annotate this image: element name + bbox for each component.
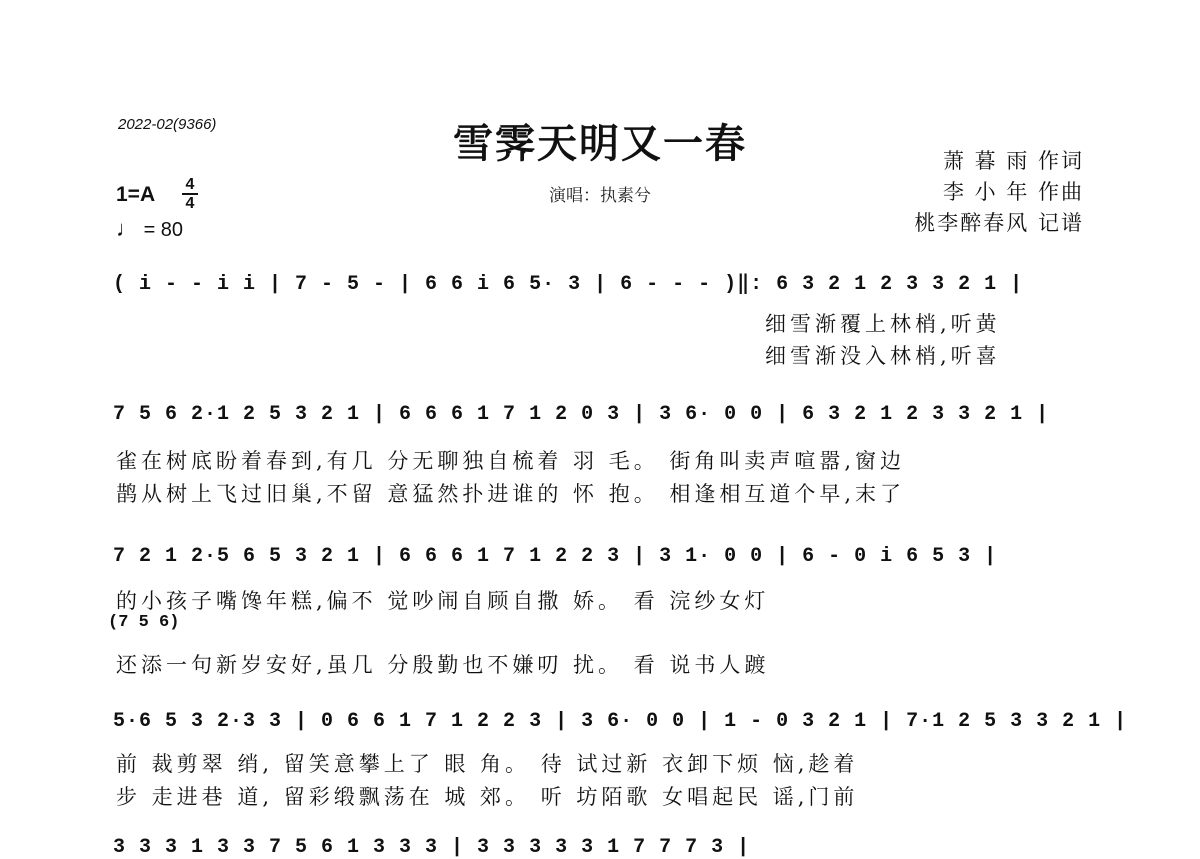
lyric-verse-1: 前 裁剪翠 绡, 留笑意攀上了 眼 角。 待 试过新 衣卸下烦 恼,趁着	[116, 752, 859, 776]
lyric-verse-2: 细雪渐没入林梢,听喜	[765, 344, 1001, 368]
time-signature-bottom: 4	[185, 195, 195, 212]
notation-line: 7 5 6 2·1 2 5 3 2 1 | 6 6 6 1 7 1 2 0 3 | 3 6· 0 0 | 6 3 2 1 2 3 3 2 1 |	[113, 403, 1050, 426]
singer-credit: 演唱：执素兮	[549, 186, 651, 206]
notation-line: 5·6 5 3 2·3 3 | 0 6 6 1 7 1 2 2 3 | 3 6· 0 0 | 1 - 0 3 2 1 | 7·1 2 5 3 3 2 1 |	[113, 710, 1128, 733]
tempo-marking	[116, 216, 183, 242]
notation-line: ( i - - i i | 7 - 5 - | 6 6 i 6 5· 3 | 6 - - - )‖: 6 3 2 1 2 3 3 2 1 |	[113, 273, 1024, 296]
lyric-verse-2: 鹊从树上飞过旧巢,不留 意猛然扑进谁的 怀 抱。 相逢相互道个早,末了	[116, 482, 906, 506]
time-signature	[182, 177, 198, 211]
lyric-verse-2: 还添一句新岁安好,虽几 分殷勤也不嫌叨 扰。 看 说书人踱	[116, 653, 770, 677]
lyric-verse-1: 的小孩子嘴馋年糕,偏不 觉吵闹自顾自撒 娇。 看 浣纱女灯	[116, 589, 770, 613]
catalog-number: 2022-02(9366)	[118, 116, 217, 133]
alternate-notes: (7 5 6)	[108, 613, 180, 632]
lyric-verse-1: 细雪渐覆上林梢,听黄	[765, 312, 1001, 336]
credits-block	[914, 146, 1084, 239]
transcriber-credit: 桃李醉春风 记谱	[914, 211, 1084, 235]
lyricist-credit: 萧 暮 雨 作词	[942, 149, 1084, 173]
lyric-verse-1: 雀在树底盼着春到,有几 分无聊独自梳着 羽 毛。 街角叫卖声喧嚣,窗边	[116, 449, 906, 473]
song-title: 雪霁天明又一春	[453, 120, 747, 167]
notation-line: 3 3 3 1 3 3 7 5 6 1 3 3 3 | 3 3 3 3 3 1 7 7 7 3 |	[113, 836, 751, 859]
time-signature-top: 4	[185, 176, 195, 193]
tempo-value: = 80	[143, 219, 184, 241]
notation-line: 7 2 1 2·5 6 5 3 2 1 | 6 6 6 1 7 1 2 2 3 | 3 1· 0 0 | 6 - 0 i 6 5 3 |	[113, 545, 998, 568]
lyric-verse-2: 步 走进巷 道, 留彩缎飘荡在 城 郊。 听 坊陌歌 女唱起民 谣,门前	[116, 785, 859, 809]
key-signature: 1=A	[116, 183, 156, 206]
composer-credit: 李 小 年 作曲	[942, 180, 1084, 204]
quarter-note-icon: ♩	[116, 216, 138, 241]
